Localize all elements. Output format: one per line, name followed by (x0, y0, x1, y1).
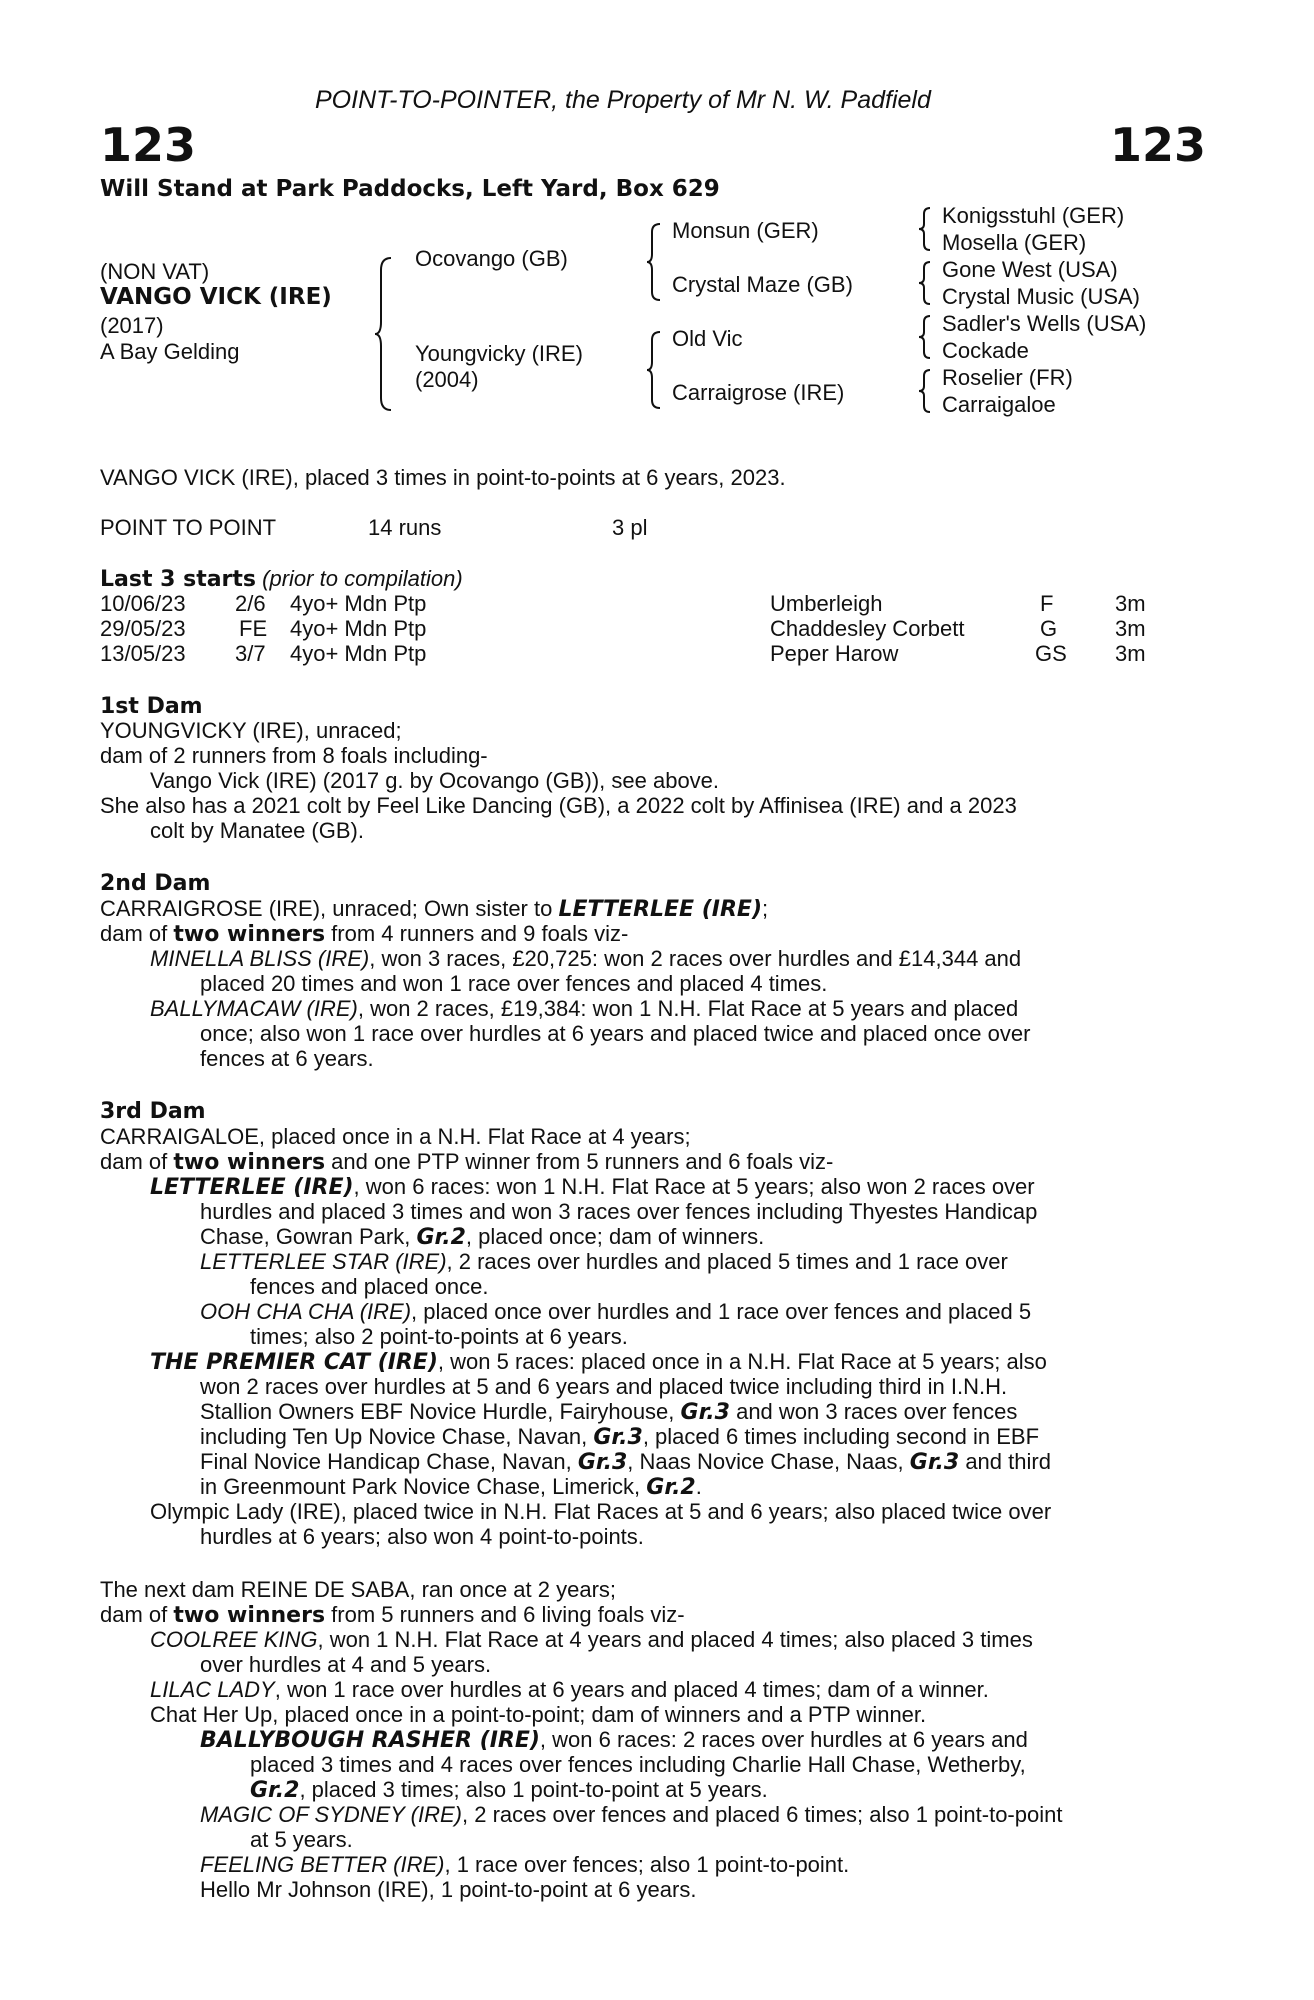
text-run: Chase, Gowran Park, (200, 1224, 417, 1249)
horse-ref: OOH CHA CHA (IRE) (200, 1299, 412, 1324)
grade-badge: Gr.2 (250, 1778, 300, 1803)
dam4-line: Hello Mr Johnson (IRE), 1 point-to-point at 6 years. (200, 1877, 697, 1902)
horse-ref: LETTERLEE (IRE) (558, 897, 763, 922)
race-course: Chaddesley Corbett (770, 616, 965, 641)
horse-ref: LETTERLEE (IRE) (150, 1175, 354, 1200)
dam2-line (100, 921, 628, 947)
record-runs: 14 runs (368, 515, 442, 540)
pedigree-brace-sire (646, 222, 662, 302)
grandsire-4: Crystal Music (USA) (942, 284, 1141, 309)
pedigree-brace-dam (646, 330, 662, 410)
text-run: including Ten Up Novice Chase, Navan, (200, 1424, 594, 1449)
pedigree-brace-g2 (918, 260, 932, 306)
dam4-line: Chat Her Up, placed once in a point-to-point; dam of winners and a PTP winner. (150, 1702, 927, 1727)
race-type: 4yo+ Mdn Ptp (290, 616, 427, 641)
dam3-line (200, 1399, 1017, 1425)
horse-ref: COOLREE KING (150, 1627, 318, 1652)
dam-sire: Old Vic (672, 326, 743, 351)
record-placed: 3 pl (612, 515, 648, 540)
dam3-line: hurdles and placed 3 times and won 3 races over fences including Thyestes Handicap (200, 1199, 1038, 1224)
dam1-heading: 1st Dam (100, 694, 203, 719)
grandsire-1: Konigsstuhl (GER) (942, 203, 1125, 228)
grandsire-2: Mosella (GER) (942, 230, 1087, 255)
horse-name: VANGO VICK (IRE) (100, 284, 332, 310)
horse-ref: FEELING BETTER (IRE) (200, 1852, 445, 1877)
race-summary: VANGO VICK (IRE), placed 3 times in point-to-points at 6 years, 2023. (100, 465, 786, 490)
dam3-line (200, 1449, 1051, 1475)
dam-year: (2004) (415, 367, 479, 392)
dam3-line (200, 1474, 702, 1500)
text-run: , 2 races over hurdles and placed 5 times and 1 race over (446, 1249, 1008, 1274)
dam3-heading: 3rd Dam (100, 1099, 206, 1124)
grandsire-7: Roselier (FR) (942, 365, 1073, 390)
winners-count: two winners (173, 1603, 326, 1628)
race-distance: 3m (1115, 591, 1146, 616)
horse-description: A Bay Gelding (100, 339, 240, 364)
grade-badge: Gr.3 (577, 1450, 628, 1475)
text-run: dam of (100, 921, 174, 946)
dam3-line (200, 1224, 764, 1250)
dam4-line: over hurdles at 4 and 5 years. (200, 1652, 492, 1677)
pedigree-brace-g1 (918, 206, 932, 252)
dam3-line (200, 1299, 1031, 1324)
race-going: F (1040, 591, 1054, 616)
dam3-line (150, 1174, 1035, 1200)
sire: Ocovango (GB) (415, 246, 568, 271)
text-run: , won 1 N.H. Flat Race at 4 years and placed 4 times; also placed 3 times (317, 1627, 1033, 1652)
text-run: dam of (100, 1602, 174, 1627)
lot-number-right: 123 (1110, 118, 1207, 172)
text-run: , Naas Novice Chase, Naas, (627, 1449, 910, 1474)
record-label: POINT TO POINT (100, 515, 277, 540)
dam-dam: Carraigrose (IRE) (672, 380, 845, 405)
pedigree-brace-main (374, 256, 394, 412)
text-run: from 4 runners and 9 foals viz- (325, 921, 629, 946)
text-run: dam of (100, 1149, 174, 1174)
horse-ref: MINELLA BLISS (IRE) (150, 946, 370, 971)
dam4-line (200, 1852, 849, 1877)
text-run: and won 3 races over fences (729, 1399, 1018, 1424)
dam2-line (100, 896, 768, 922)
dam2-line: fences at 6 years. (200, 1046, 374, 1071)
text-run: Stallion Owners EBF Novice Hurdle, Fairyhouse, (200, 1399, 681, 1424)
dam4-line: at 5 years. (250, 1827, 353, 1852)
text-run: , won 1 race over hurdles at 6 years and placed 4 times; dam of a winner. (274, 1677, 989, 1702)
race-date: 29/05/23 (100, 616, 186, 641)
winners-count: two winners (173, 1150, 326, 1175)
stand-location: Will Stand at Park Paddocks, Left Yard, Box 629 (100, 176, 720, 202)
text-run: , placed once; dam of winners. (465, 1224, 765, 1249)
dam4-line (250, 1777, 768, 1803)
horse-ref: THE PREMIER CAT (IRE) (150, 1350, 438, 1375)
sire-sire: Monsun (GER) (672, 218, 819, 243)
grade-badge: Gr.3 (593, 1425, 643, 1450)
dam4-line (200, 1727, 1028, 1753)
dam3-line (150, 1349, 1047, 1375)
dam2-heading: 2nd Dam (100, 871, 211, 896)
dam2-line: once; also won 1 race over hurdles at 6 years and placed twice and placed once over (200, 1021, 1031, 1046)
dam2-line (150, 946, 1021, 971)
text-run: , won 3 races, £20,725: won 2 races over hurdles and £14,344 and (369, 946, 1022, 971)
race-type: 4yo+ Mdn Ptp (290, 591, 427, 616)
race-distance: 3m (1115, 616, 1146, 641)
horse-ref: BALLYBOUGH RASHER (IRE) (200, 1728, 540, 1753)
grade-badge: Gr.2 (416, 1225, 466, 1250)
pedigree-brace-g3 (918, 314, 932, 360)
text-run: . (695, 1474, 702, 1499)
text-run: , 2 races over fences and placed 6 times; also 1 point-to-point (462, 1802, 1063, 1827)
dam3-line: won 2 races over hurdles at 5 and 6 years and placed twice including third in I.N.H. (200, 1374, 1008, 1399)
last3-title: Last 3 starts (100, 567, 257, 592)
grade-badge: Gr.3 (680, 1400, 730, 1425)
text-run: , placed 6 times including second in EBF (642, 1424, 1040, 1449)
pedigree-brace-g4 (918, 368, 932, 414)
last3-note: (prior to compilation) (262, 566, 463, 591)
race-position: FE (239, 616, 268, 641)
text-run: , won 5 races: placed once in a N.H. Flat Race at 5 years; also (437, 1349, 1047, 1374)
text-run: , won 2 races, £19,384: won 1 N.H. Flat Race at 5 years and placed (357, 996, 1019, 1021)
race-date: 13/05/23 (100, 641, 186, 666)
sire-dam: Crystal Maze (GB) (672, 272, 853, 297)
dam4-line: The next dam REINE DE SABA, ran once at 2 years; (100, 1577, 617, 1602)
grade-badge: Gr.3 (909, 1450, 960, 1475)
race-going: G (1040, 616, 1058, 641)
text-run: , won 6 races: won 1 N.H. Flat Race at 5 years; also won 2 races over (353, 1174, 1035, 1199)
grandsire-6: Cockade (942, 338, 1029, 363)
winners-count: two winners (173, 922, 326, 947)
dam2-line (150, 996, 1018, 1021)
last3-heading (100, 566, 463, 592)
text-run: Final Novice Handicap Chase, Navan, (200, 1449, 578, 1474)
race-date: 10/06/23 (100, 591, 186, 616)
dam3-line (200, 1249, 1008, 1274)
grandsire-5: Sadler's Wells (USA) (942, 311, 1147, 336)
race-position: 3/7 (235, 641, 266, 666)
dam3-line: Olympic Lady (IRE), placed twice in N.H. Flat Races at 5 and 6 years; also placed twice over (150, 1499, 1052, 1524)
dam1-line: colt by Manatee (GB). (150, 818, 364, 843)
dam4-line: placed 3 times and 4 races over fences including Charlie Hall Chase, Wetherby, (250, 1752, 1026, 1777)
text-run: from 5 runners and 6 living foals viz- (325, 1602, 685, 1627)
text-run: , placed 3 times; also 1 point-to-point at 5 years. (299, 1777, 768, 1802)
dam3-line: fences and placed once. (250, 1274, 489, 1299)
dam3-line (100, 1149, 833, 1175)
text-run: ; (762, 896, 769, 921)
horse-year: (2017) (100, 313, 164, 338)
grandsire-3: Gone West (USA) (942, 257, 1118, 282)
dam4-line (100, 1602, 685, 1628)
lot-number-left: 123 (100, 118, 197, 172)
dam2-line: placed 20 times and won 1 race over fences and placed 4 times. (200, 971, 828, 996)
text-run: CARRAIGROSE (IRE), unraced; Own sister to (100, 896, 559, 921)
horse-ref: LILAC LADY (150, 1677, 275, 1702)
race-course: Peper Harow (770, 641, 899, 666)
race-distance: 3m (1115, 641, 1146, 666)
dam1-line: dam of 2 runners from 8 foals including- (100, 743, 488, 768)
race-type: 4yo+ Mdn Ptp (290, 641, 427, 666)
dam3-line: times; also 2 point-to-points at 6 years. (250, 1324, 628, 1349)
dam3-line (200, 1424, 1039, 1450)
horse-ref: MAGIC OF SYDNEY (IRE) (200, 1802, 463, 1827)
race-course: Umberleigh (770, 591, 883, 616)
horse-ref: BALLYMACAW (IRE) (150, 996, 358, 1021)
text-run: and third (959, 1449, 1051, 1474)
dam3-line: CARRAIGALOE, placed once in a N.H. Flat Race at 4 years; (100, 1124, 691, 1149)
vat-status: (NON VAT) (100, 259, 210, 284)
dam1-line: YOUNGVICKY (IRE), unraced; (100, 718, 402, 743)
text-run: , 1 race over fences; also 1 point-to-point. (444, 1852, 850, 1877)
text-run: , placed once over hurdles and 1 race over fences and placed 5 (411, 1299, 1032, 1324)
dam4-line (150, 1627, 1033, 1652)
dam1-line: She also has a 2021 colt by Feel Like Dancing (GB), a 2022 colt by Affinisea (IRE) and a 2023 (100, 793, 1017, 818)
dam1-line: Vango Vick (IRE) (2017 g. by Ocovango (GB)), see above. (150, 768, 720, 793)
dam4-line (150, 1677, 989, 1702)
page-title: POINT-TO-POINTER, the Property of Mr N. W. Padfield (315, 86, 931, 114)
race-position: 2/6 (235, 591, 266, 616)
horse-ref: LETTERLEE STAR (IRE) (200, 1249, 447, 1274)
race-going: GS (1035, 641, 1067, 666)
dam4-line (200, 1802, 1062, 1827)
grandsire-8: Carraigaloe (942, 392, 1056, 417)
dam3-line: hurdles at 6 years; also won 4 point-to-points. (200, 1524, 644, 1549)
dam: Youngvicky (IRE) (415, 341, 583, 366)
grade-badge: Gr.2 (646, 1475, 696, 1500)
text-run: in Greenmount Park Novice Chase, Limerick, (200, 1474, 647, 1499)
text-run: , won 6 races: 2 races over hurdles at 6 years and (539, 1727, 1028, 1752)
text-run: and one PTP winner from 5 runners and 6 foals viz- (325, 1149, 834, 1174)
